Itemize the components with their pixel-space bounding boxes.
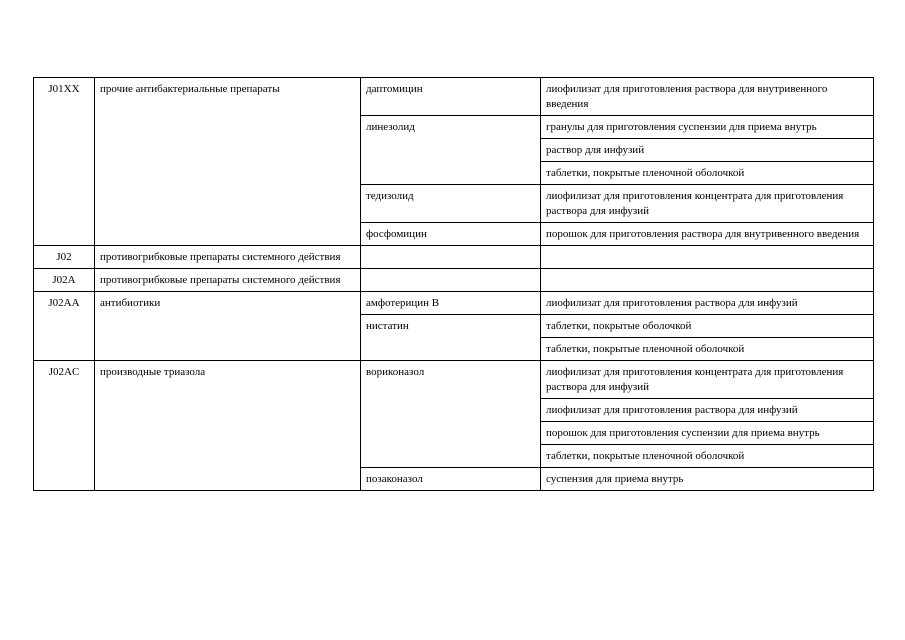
- group-name-cell: противогрибковые препараты системного действия: [95, 246, 361, 269]
- dosage-form-cell: суспензия для приема внутрь: [541, 468, 874, 491]
- dosage-form-cell: лиофилизат для приготовления концентрата для приготовления раствора для инфузий: [541, 185, 874, 223]
- dosage-form-cell: порошок для приготовления раствора для внутривенного введения: [541, 223, 874, 246]
- drug-name-cell: позаконазол: [361, 468, 541, 491]
- atc-code-cell: J02: [34, 246, 95, 269]
- dosage-form-cell: гранулы для приготовления суспензии для приема внутрь: [541, 116, 874, 139]
- table-body: [34, 78, 874, 491]
- drug-list-table: [33, 77, 874, 491]
- table-row: [34, 292, 874, 315]
- group-name-cell: прочие антибактериальные препараты: [95, 78, 361, 246]
- drug-name-cell: нистатин: [361, 315, 541, 361]
- atc-code-cell: J02AA: [34, 292, 95, 361]
- drug-name-cell: даптомицин: [361, 78, 541, 116]
- dosage-form-cell: таблетки, покрытые оболочкой: [541, 315, 874, 338]
- dosage-form-cell: лиофилизат для приготовления раствора для внутривенного введения: [541, 78, 874, 116]
- drug-name-cell: [361, 269, 541, 292]
- group-name-cell: производные триазола: [95, 361, 361, 491]
- drug-name-cell: тедизолид: [361, 185, 541, 223]
- dosage-form-cell: таблетки, покрытые пленочной оболочкой: [541, 338, 874, 361]
- drug-name-cell: фосфомицин: [361, 223, 541, 246]
- table-row: [34, 246, 874, 269]
- drug-name-cell: амфотерицин B: [361, 292, 541, 315]
- dosage-form-cell: таблетки, покрытые пленочной оболочкой: [541, 445, 874, 468]
- atc-code-cell: J02AC: [34, 361, 95, 491]
- drug-name-cell: вориконазол: [361, 361, 541, 468]
- drug-name-cell: линезолид: [361, 116, 541, 185]
- dosage-form-cell: таблетки, покрытые пленочной оболочкой: [541, 162, 874, 185]
- dosage-form-cell: [541, 246, 874, 269]
- table-row: [34, 78, 874, 116]
- atc-code-cell: J01XX: [34, 78, 95, 246]
- dosage-form-cell: лиофилизат для приготовления концентрата для приготовления раствора для инфузий: [541, 361, 874, 399]
- group-name-cell: антибиотики: [95, 292, 361, 361]
- dosage-form-cell: раствор для инфузий: [541, 139, 874, 162]
- atc-code-cell: J02A: [34, 269, 95, 292]
- table-row: [34, 269, 874, 292]
- dosage-form-cell: лиофилизат для приготовления раствора для инфузий: [541, 292, 874, 315]
- dosage-form-cell: порошок для приготовления суспензии для приема внутрь: [541, 422, 874, 445]
- dosage-form-cell: лиофилизат для приготовления раствора для инфузий: [541, 399, 874, 422]
- drug-name-cell: [361, 246, 541, 269]
- dosage-form-cell: [541, 269, 874, 292]
- group-name-cell: противогрибковые препараты системного действия: [95, 269, 361, 292]
- table-row: [34, 361, 874, 399]
